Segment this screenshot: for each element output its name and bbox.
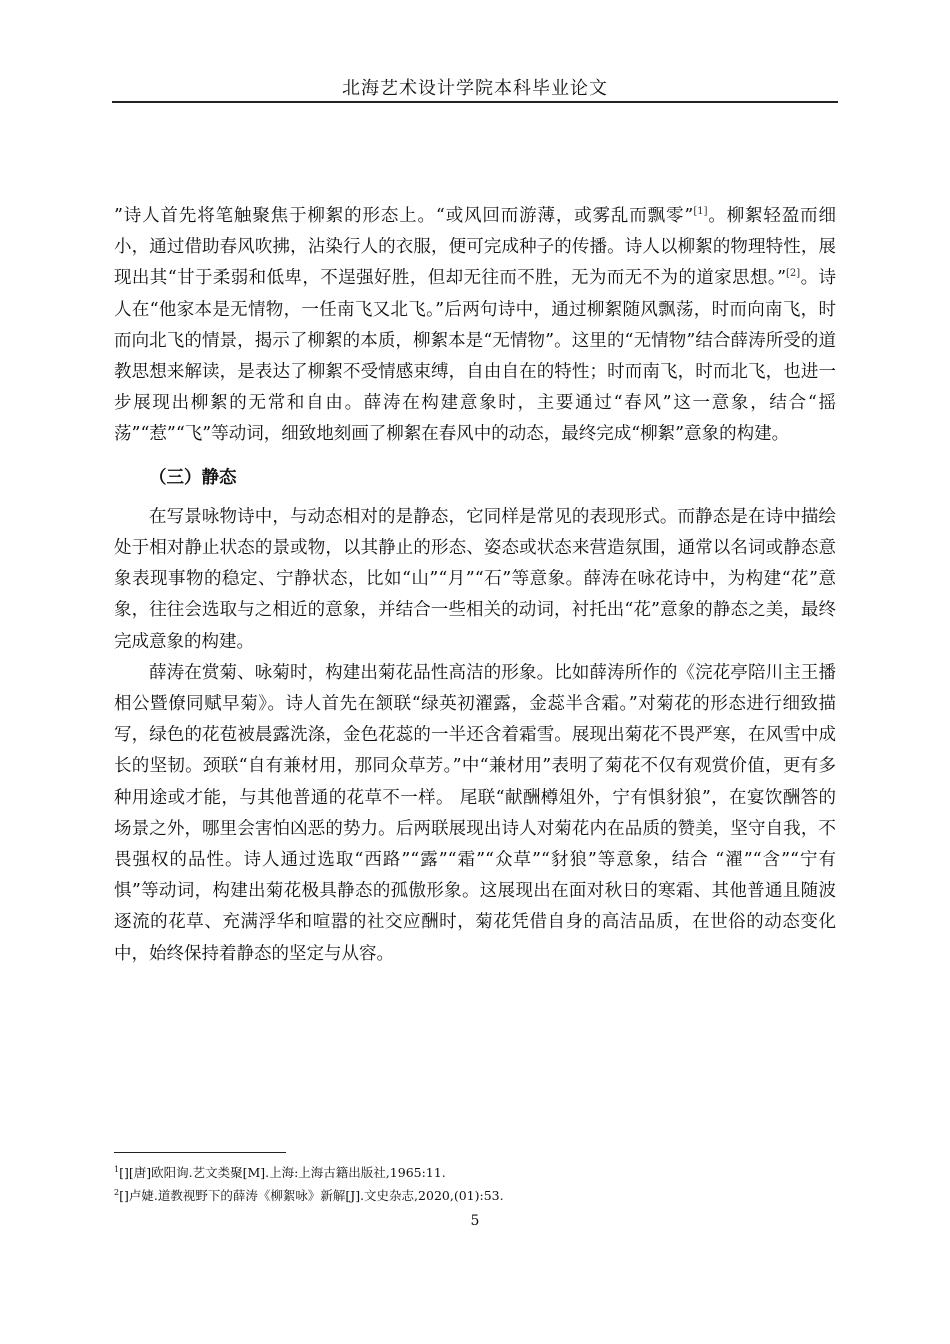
paragraph-liuxu-part3: 。诗人在“他家本是无情物，一任南飞又北飞。”后两句诗中，通过柳絮随风飘荡，时而向南飞，时而向北飞的情景，揭示了柳絮的本质，柳絮本是“无情物”。这里的“无情物”结合薛涛所受的道教思想来解读，是表达了柳絮不受情感束缚，自由自在的特性；时而南飞，时而北飞，也进一步展现出柳絮的无常和自由。薛涛在构建意象时，主要通过“春风”这一意象，结合“摇荡”“惹”“飞”等动词，细致地刻画了柳絮在春风中的动态，最终完成“柳絮”意象的构建。 [114, 268, 837, 445]
paragraph-juhua: 薛涛在赏菊、咏菊时，构建出菊花品性高洁的形象。比如薛涛所作的《浣花亭陪川主王播相公暨僚同赋早菊》。诗人首先在颔联“绿英初濯露，金蕊半含霜。”对菊花的形态进行细致描写，绿色的花苞被晨露洗涤，金色花蕊的一半还含着霜雪。展现出菊花不畏严寒，在风雪中成长的坚韧。颈联“自有兼材用，那同众草芳。”中“兼材用”表明了菊花不仅有观赏价值，更有多种用途或才能，与其他普通的花草不一样。 尾联“献酬樽俎外，宁有惧豺狼”，在宴饮酬答的场景之外，哪里会害怕凶恶的势力。后两联展现出诗人对菊花内在品质的赞美，坚守自我，不畏强权的品性。诗人通过选取“西路”“露”“霜”“众草”“豺狼”等意象，结合 “濯”“含”“宁有惧”等动词，构建出菊花极具静态的孤傲形象。这展现出在面对秋日的寒霜、其他普通且随波逐流的花草、充满浮华和喧嚣的社交应酬时，菊花凭借自身的高洁品质，在世俗的动态变化中，始终保持着静态的坚定与从容。 [114, 662, 836, 964]
header-rule [112, 101, 838, 103]
footnote-1 [114, 1160, 836, 1183]
body-text [114, 201, 836, 970]
paragraph-jingtai-intro: 在写景咏物诗中，与动态相对的是静态，它同样是常见的表现形式。而静态是在诗中描绘处于相对静止状态的景或物，以其静止的形态、姿态或状态来营造氛围，通常以名词或静态意象表现事物的稳定、宁静状态，比如“山”“月”“石”等意象。薛涛在咏花诗中，为构建“花”意象，往往会选取与之相近的意象，并结合一些相关的动词，衬托出“花”意象的静态之美，最终完成意象的构建。 [114, 506, 836, 652]
paragraph-liuxu-part2: 。柳絮轻盈而细小，通过借助春风吹拂，沾染行人的衣服，便可完成种子的传播。诗人以柳絮的物理特性，展现出其“甘于柔弱和低卑，不逞强好胜，但却无往而不胜，无为而无不为的道家思想。” [114, 206, 836, 289]
footnote-2 [114, 1183, 836, 1206]
citation-2[interactable]: [2] [786, 268, 801, 280]
paragraph-liuxu-part1: ”诗人首先将笔触聚焦于柳絮的形态上。“或风回而游薄，或雾乱而飘零” [114, 206, 694, 226]
footnote-2-text: []卢婕.道教视野下的薛涛《柳絮咏》新解[J].文史杂志,2020,(01):53. [119, 1188, 504, 1204]
footnotes [114, 1160, 836, 1206]
page-number: 5 [470, 1213, 480, 1229]
citation-1[interactable]: [1] [693, 206, 708, 218]
footnote-2-mark: 2 [114, 1188, 120, 1198]
footnote-rule [114, 1152, 286, 1153]
section-heading-jingtai: （三）静态 [149, 467, 237, 488]
footnote-1-mark: 1 [114, 1165, 120, 1174]
paragraph-liuxu [114, 201, 836, 451]
footnote-1-text: [][唐]欧阳询.艺文类聚[M].上海:上海古籍出版社,1965:11. [119, 1165, 446, 1181]
running-header: 北海艺术设计学院本科毕业论文 [342, 78, 608, 99]
